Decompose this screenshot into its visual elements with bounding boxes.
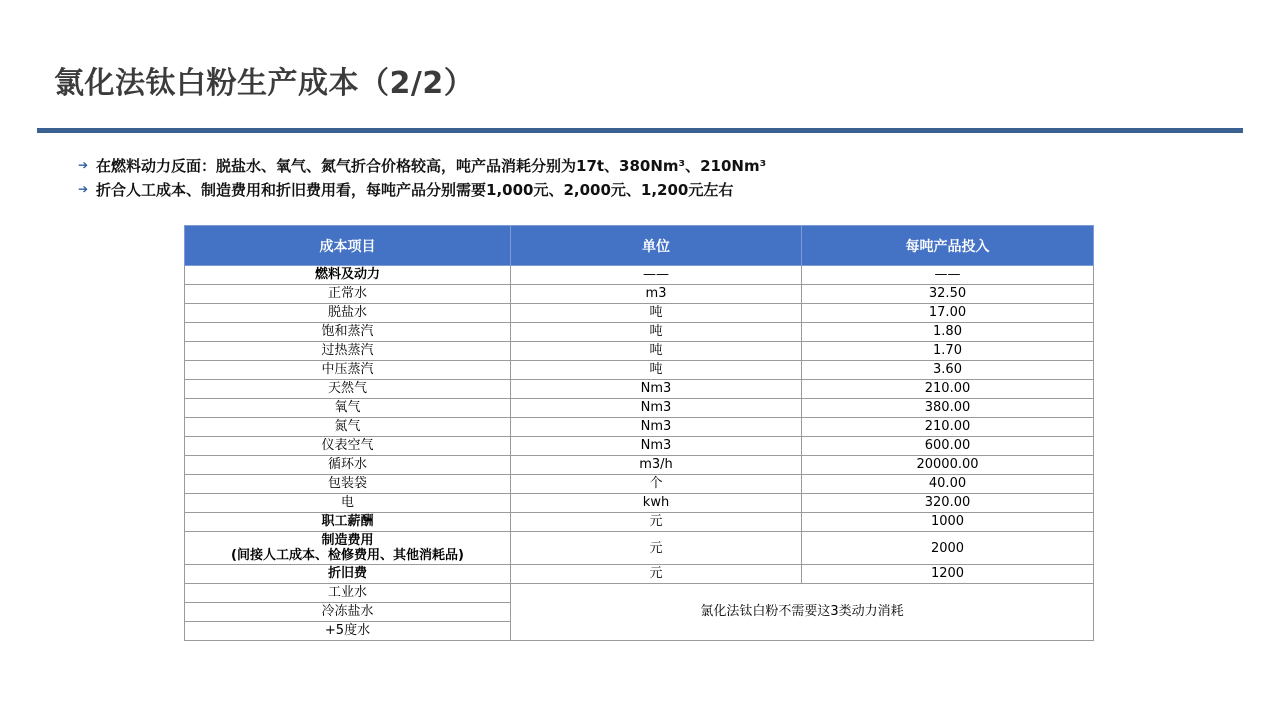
cell-value: —— bbox=[802, 266, 1094, 285]
table-row bbox=[185, 565, 1094, 584]
cell-value: 2000 bbox=[802, 532, 1094, 565]
cell-unit: 吨 bbox=[511, 361, 802, 380]
table-row bbox=[185, 475, 1094, 494]
cell-item: 循环水 bbox=[185, 456, 511, 475]
header-unit: 单位 bbox=[511, 226, 802, 266]
cell-unit: Nm3 bbox=[511, 380, 802, 399]
table-row bbox=[185, 437, 1094, 456]
cell-unit: 吨 bbox=[511, 342, 802, 361]
cell-value: 210.00 bbox=[802, 418, 1094, 437]
cell-unit: m3/h bbox=[511, 456, 802, 475]
cell-item: 过热蒸汽 bbox=[185, 342, 511, 361]
cell-item: 仪表空气 bbox=[185, 437, 511, 456]
title-divider bbox=[37, 128, 1243, 133]
cell-unit: 吨 bbox=[511, 304, 802, 323]
cell-value: 1000 bbox=[802, 513, 1094, 532]
cell-value: 320.00 bbox=[802, 494, 1094, 513]
cell-item-sub: (间接人工成本、检修费用、其他消耗品) bbox=[231, 548, 464, 563]
cell-value: 3.60 bbox=[802, 361, 1094, 380]
table-row bbox=[185, 532, 1094, 565]
cell-item-main: 制造费用 bbox=[321, 533, 374, 548]
cell-value: 20000.00 bbox=[802, 456, 1094, 475]
cell-unit: 元 bbox=[511, 513, 802, 532]
table-row bbox=[185, 380, 1094, 399]
arrow-bullet-icon: ➔ bbox=[78, 182, 89, 196]
cell-unit: Nm3 bbox=[511, 399, 802, 418]
cell-item: 电 bbox=[185, 494, 511, 513]
cell-item bbox=[185, 532, 511, 565]
cell-value: 1.70 bbox=[802, 342, 1094, 361]
cell-unit: 元 bbox=[511, 565, 802, 584]
cell-unit: 吨 bbox=[511, 323, 802, 342]
header-cost-item: 成本项目 bbox=[185, 226, 511, 266]
cell-item: 饱和蒸汽 bbox=[185, 323, 511, 342]
cell-item: 工业水 bbox=[185, 584, 511, 603]
table-row bbox=[185, 323, 1094, 342]
table-row bbox=[185, 584, 1094, 603]
table-row bbox=[185, 266, 1094, 285]
table-row bbox=[185, 513, 1094, 532]
cell-item: 包装袋 bbox=[185, 475, 511, 494]
cell-item: 氧气 bbox=[185, 399, 511, 418]
cell-item: 折旧费 bbox=[185, 565, 511, 584]
table-row bbox=[185, 418, 1094, 437]
table-row bbox=[185, 456, 1094, 475]
cell-item: 中压蒸汽 bbox=[185, 361, 511, 380]
cost-table bbox=[184, 225, 1094, 641]
merged-note-cell: 氯化法钛白粉不需要这3类动力消耗 bbox=[511, 584, 1094, 641]
page-title: 氯化法钛白粉生产成本（2/2） bbox=[54, 66, 475, 101]
table-row bbox=[185, 494, 1094, 513]
table-row bbox=[185, 399, 1094, 418]
cell-value: 32.50 bbox=[802, 285, 1094, 304]
arrow-bullet-icon: ➔ bbox=[78, 158, 89, 172]
cell-unit: 个 bbox=[511, 475, 802, 494]
cell-value: 380.00 bbox=[802, 399, 1094, 418]
cell-item: 氮气 bbox=[185, 418, 511, 437]
cell-unit: 元 bbox=[511, 532, 802, 565]
table-row bbox=[185, 304, 1094, 323]
bullet-item bbox=[78, 177, 766, 201]
bullet-item bbox=[78, 153, 766, 177]
table-row bbox=[185, 361, 1094, 380]
cell-item: 天然气 bbox=[185, 380, 511, 399]
cell-item: 职工薪酬 bbox=[185, 513, 511, 532]
cell-item: 脱盐水 bbox=[185, 304, 511, 323]
bullet-text: 在燃料动力反面：脱盐水、氧气、氮气折合价格较高，吨产品消耗分别为17t、380Nm³、210Nm³ bbox=[96, 156, 767, 175]
cell-item: +5度水 bbox=[185, 622, 511, 641]
cell-unit: m3 bbox=[511, 285, 802, 304]
cell-unit: Nm3 bbox=[511, 418, 802, 437]
cell-item: 冷冻盐水 bbox=[185, 603, 511, 622]
cell-value: 17.00 bbox=[802, 304, 1094, 323]
table-header-row bbox=[185, 226, 1094, 266]
table-row bbox=[185, 342, 1094, 361]
cell-item: 燃料及动力 bbox=[185, 266, 511, 285]
bullet-text: 折合人工成本、制造费用和折旧费用看，每吨产品分别需要1,000元、2,000元、1,200元左右 bbox=[96, 180, 734, 199]
bullet-list bbox=[78, 153, 766, 201]
cell-value: 1200 bbox=[802, 565, 1094, 584]
cell-value: 40.00 bbox=[802, 475, 1094, 494]
cell-value: 210.00 bbox=[802, 380, 1094, 399]
cell-unit: Nm3 bbox=[511, 437, 802, 456]
cell-unit: —— bbox=[511, 266, 802, 285]
table-row bbox=[185, 285, 1094, 304]
cell-value: 600.00 bbox=[802, 437, 1094, 456]
cell-item: 正常水 bbox=[185, 285, 511, 304]
header-per-ton-input: 每吨产品投入 bbox=[802, 226, 1094, 266]
cell-value: 1.80 bbox=[802, 323, 1094, 342]
cell-unit: kwh bbox=[511, 494, 802, 513]
